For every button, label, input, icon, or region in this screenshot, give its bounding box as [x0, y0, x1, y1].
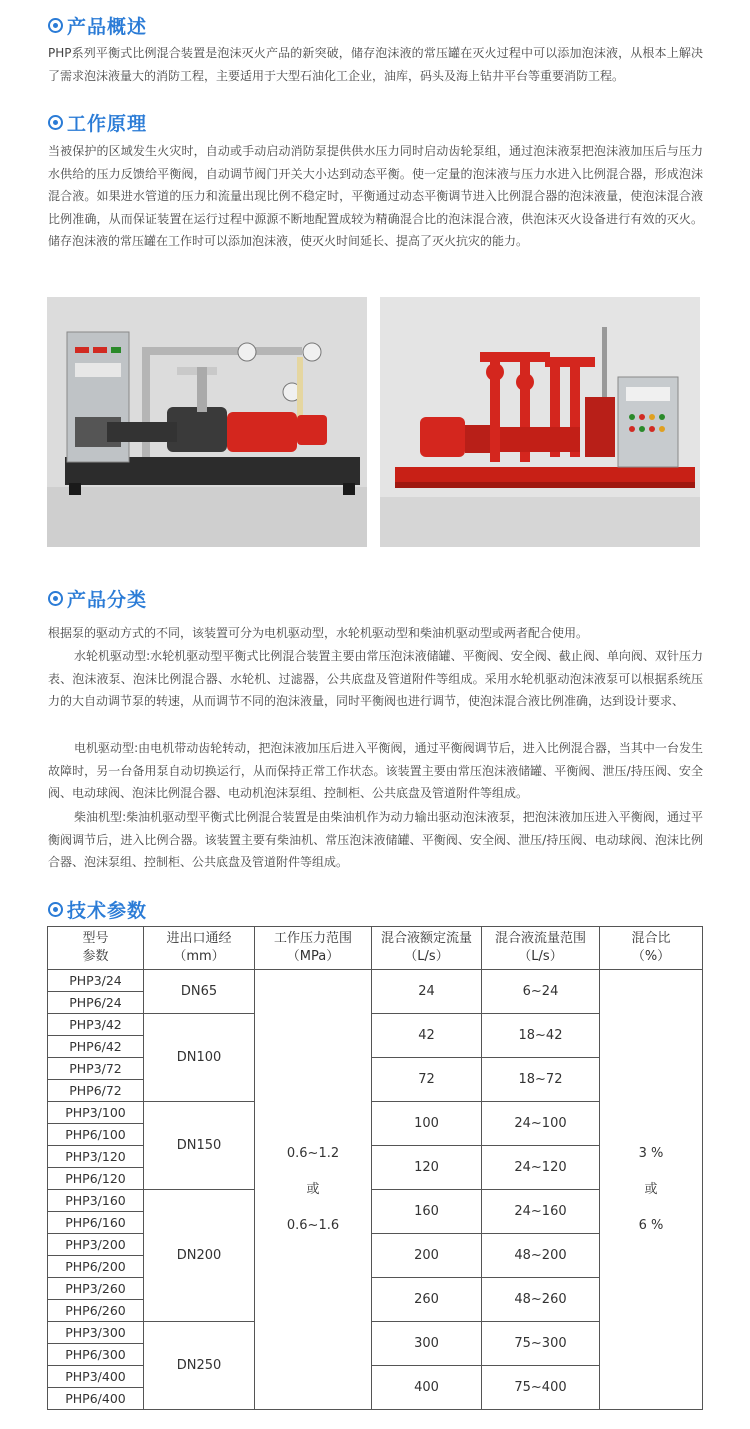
rated-cell: 200 — [372, 1234, 482, 1278]
classification-diesel: 柴油机型:柴油机驱动型平衡式比例混合装置是由柴油机作为动力输出驱动泡沫液泵，把泡沫液加压进入平衡阀，通过平衡阀调节后，进入比例合器。该装置主要有柴油机、常压泡沫液储罐、平衡阀、安全阀、泄压/持压阀、电动球阀、泡沫比例合器、泡沫泵组、控制柜、公共底盘及管道附件等组成。 — [48, 810, 703, 869]
classification-title: 产品分类 — [48, 585, 147, 612]
model-cell: PHP3/160 — [48, 1190, 144, 1212]
model-cell: PHP6/200 — [48, 1256, 144, 1278]
principle-title: 工作原理 — [48, 109, 147, 136]
rated-cell: 72 — [372, 1058, 482, 1102]
table-header-row — [48, 927, 703, 970]
params-title: 技术参数 — [48, 896, 147, 923]
rated-cell: 400 — [372, 1366, 482, 1410]
range-cell: 6~24 — [482, 970, 600, 1014]
model-cell: PHP6/300 — [48, 1344, 144, 1366]
model-cell: PHP3/72 — [48, 1058, 144, 1080]
rated-cell: 42 — [372, 1014, 482, 1058]
model-cell: PHP6/24 — [48, 992, 144, 1014]
range-cell: 24~120 — [482, 1146, 600, 1190]
pressure-cell: 0.6~1.2 或 0.6~1.6 — [255, 970, 372, 1410]
overview-text: PHP系列平衡式比例混合装置是泡沫灭火产品的新突破，储存泡沫液的常压罐在灭火过程中可以添加泡沫液，从根本上解决了需求泡沫液量大的消防工程，主要适用于大型石油化工企业，油库，码头及海上钻井平台等重要消防工程。 — [48, 46, 703, 83]
model-cell: PHP3/400 — [48, 1366, 144, 1388]
header-dn: 进出口通经 （mm） — [144, 927, 255, 970]
model-cell: PHP3/120 — [48, 1146, 144, 1168]
model-cell: PHP3/260 — [48, 1278, 144, 1300]
range-cell: 48~200 — [482, 1234, 600, 1278]
range-cell: 75~300 — [482, 1322, 600, 1366]
product-photo-right — [380, 297, 700, 547]
rated-cell: 120 — [372, 1146, 482, 1190]
range-cell: 24~100 — [482, 1102, 600, 1146]
range-cell: 48~260 — [482, 1278, 600, 1322]
rated-cell: 300 — [372, 1322, 482, 1366]
model-cell: PHP6/120 — [48, 1168, 144, 1190]
header-pressure: 工作压力范围 （MPa） — [255, 927, 372, 970]
header-flow-range: 混合液流量范围 （L/s） — [482, 927, 600, 970]
model-cell: PHP3/100 — [48, 1102, 144, 1124]
rated-cell: 160 — [372, 1190, 482, 1234]
dn-cell: DN250 — [144, 1322, 255, 1410]
header-model: 型号 参数 — [48, 927, 144, 970]
range-cell: 18~72 — [482, 1058, 600, 1102]
model-cell: PHP6/260 — [48, 1300, 144, 1322]
header-ratio: 混合比 （%） — [600, 927, 703, 970]
dn-cell: DN65 — [144, 970, 255, 1014]
rated-cell: 260 — [372, 1278, 482, 1322]
model-cell: PHP3/200 — [48, 1234, 144, 1256]
model-cell: PHP6/160 — [48, 1212, 144, 1234]
classification-water: 水轮机驱动型:水轮机驱动型平衡式比例混合装置主要由常压泡沫液储罐、平衡阀、安全阀、截止阀、单向阀、双针压力表、泡沫液泵、泡沫比例混合器、水轮机、过滤器，公共底盘及管道附件等组成。采用水轮机驱动泡沫液泵可以根据系统压力的大自动调节泵的转速，从而调节不同的泡沫液量，同时平衡阀也进行调节，使泡沫混合液比例准确，达到设计要求、 — [48, 649, 703, 708]
classification-intro: 根据泵的驱动方式的不同，该装置可分为电机驱动型，水轮机驱动型和柴油机驱动型或两者配合使用。 — [48, 626, 589, 640]
range-cell: 75~400 — [482, 1366, 600, 1410]
model-cell: PHP3/24 — [48, 970, 144, 992]
model-cell: PHP6/100 — [48, 1124, 144, 1146]
model-cell: PHP3/42 — [48, 1014, 144, 1036]
principle-text: 当被保护的区域发生火灾时，自动或手动启动消防泵提供供水压力同时启动齿轮泵组，通过泡沫液泵把泡沫液加压后与压力水供给的压力反馈给平衡阀，自动调节阀门开关大小达到动态平衡。使一定量的泡沫液与压力水进入比例混合器，形成泡沫混合液。如果进水管道的压力和流量出现比例不稳定时，平衡通过动态平衡调节进入比例混合器的泡沫液量，使泡沫混合液比例准确，从而保证装置在运行过程中源源不断地配置成较为精确混合比的泡沫混合液，供泡沫灭火设备进行有效的灭火。储存泡沫液的常压罐在工作时可以添加泡沫液，使灭火时间延长、提高了灭火抗灾的能力。 — [48, 144, 703, 248]
rated-cell: 100 — [372, 1102, 482, 1146]
spec-table — [47, 926, 703, 1410]
dn-cell: DN200 — [144, 1190, 255, 1322]
ratio-cell: 3 % 或 6 % — [600, 970, 703, 1410]
dn-cell: DN100 — [144, 1014, 255, 1102]
range-cell: 24~160 — [482, 1190, 600, 1234]
table-row — [48, 970, 703, 992]
product-photo-left — [47, 297, 367, 547]
circle-bullet-icon — [48, 115, 63, 130]
model-cell: PHP6/42 — [48, 1036, 144, 1058]
model-cell: PHP3/300 — [48, 1322, 144, 1344]
header-rated-flow: 混合液额定流量 （L/s） — [372, 927, 482, 970]
model-cell: PHP6/72 — [48, 1080, 144, 1102]
dn-cell: DN150 — [144, 1102, 255, 1190]
range-cell: 18~42 — [482, 1014, 600, 1058]
circle-bullet-icon — [48, 902, 63, 917]
circle-bullet-icon — [48, 18, 63, 33]
overview-title: 产品概述 — [48, 12, 147, 39]
classification-electric: 电机驱动型:由电机带动齿轮转动，把泡沫液加压后进入平衡阀，通过平衡阀调节后，进入比例混合器，当其中一台发生故障时，另一台备用泵自动切换运行，从而保持正常工作状态。该装置主要由常压泡沫液储罐、平衡阀、泄压/持压阀、安全阀、电动球阀、泡沫比例混合器、电动机泡沫泵组、控制柜、公共底盘及管道附件等组成。 — [48, 741, 703, 800]
rated-cell: 24 — [372, 970, 482, 1014]
model-cell: PHP6/400 — [48, 1388, 144, 1410]
circle-bullet-icon — [48, 591, 63, 606]
